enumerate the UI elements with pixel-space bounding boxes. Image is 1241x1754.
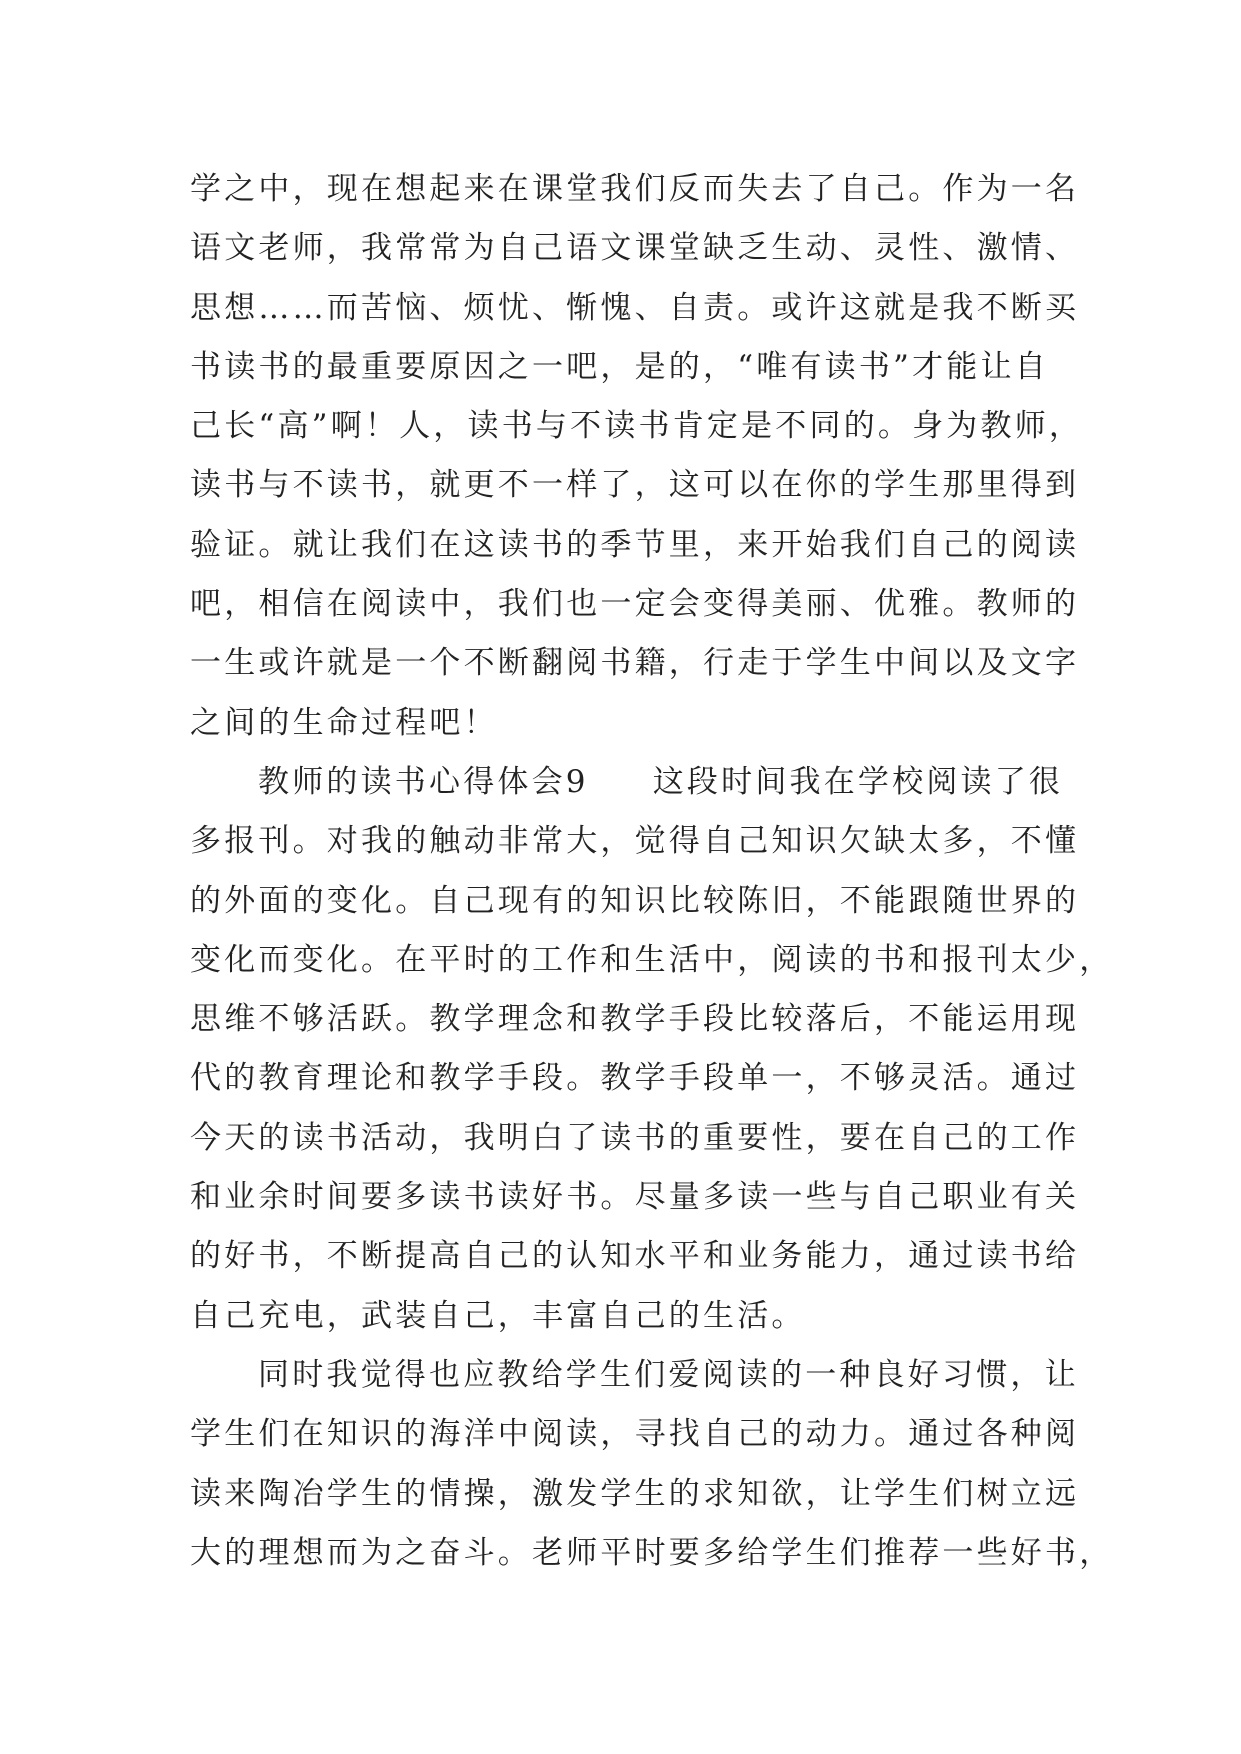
paragraph-line: 自己充电，武装自己，丰富自己的生活。	[190, 1297, 806, 1334]
paragraph-line: 己长“高”啊！人，读书与不读书肯定是不同的。身为教师，	[190, 408, 1084, 445]
body-text	[190, 160, 1114, 1583]
section-title: 教师的读书心得体会9	[258, 763, 589, 800]
paragraph-line: 大的理想而为之奋斗。老师平时要多给学生们推荐一些好书，	[190, 1534, 1114, 1571]
paragraph-line: 书读书的最重要原因之一吧，是的，“唯有读书”才能让自	[190, 348, 1049, 385]
paragraph-line: 和业余时间要多读书读好书。尽量多读一些与自己职业有关	[190, 1179, 1080, 1216]
paragraph-line: 验证。就让我们在这读书的季节里，来开始我们自己的阅读	[190, 526, 1080, 563]
paragraph-line: 学之中，现在想起来在课堂我们反而失去了自己。作为一名	[190, 171, 1080, 207]
section-heading-line	[190, 753, 1070, 812]
paragraph-line: 的外面的变化。自己现有的知识比较陈旧，不能跟随世界的	[190, 882, 1080, 919]
paragraph-line: 思想……而苦恼、烦忧、惭愧、自责。或许这就是我不断买	[190, 289, 1080, 326]
paragraph-line: 变化而变化。在平时的工作和生活中，阅读的书和报刊太少，	[190, 941, 1114, 978]
paragraph-line: 多报刊。对我的触动非常大，觉得自己知识欠缺太多，不懂	[190, 823, 1080, 860]
paragraph-line: 读书与不读书，就更不一样了，这可以在你的学生那里得到	[190, 467, 1080, 504]
paragraph-line: 学生们在知识的海洋中阅读，寻找自己的动力。通过各种阅	[190, 1416, 1080, 1453]
paragraph-line: 读来陶冶学生的情操，激发学生的求知欲，让学生们树立远	[190, 1475, 1080, 1512]
paragraph-line: 今天的读书活动，我明白了读书的重要性，要在自己的工作	[190, 1119, 1080, 1156]
paragraph-line: 之间的生命过程吧！	[190, 704, 498, 741]
section-first-line-text: 这段时间我在学校阅读了很	[652, 763, 1064, 800]
paragraph-line: 的好书，不断提高自己的认知水平和业务能力，通过读书给	[190, 1238, 1080, 1275]
paragraph-line: 吧，相信在阅读中，我们也一定会变得美丽、优雅。教师的	[190, 586, 1080, 623]
paragraph-line: 同时我觉得也应教给学生们爱阅读的一种良好习惯，让	[258, 1356, 1079, 1393]
paragraph-line: 语文老师，我常常为自己语文课堂缺乏生动、灵性、激情、	[190, 230, 1080, 267]
paragraph-line: 代的教育理论和教学手段。教学手段单一，不够灵活。通过	[190, 1060, 1080, 1097]
paragraph-line: 思维不够活跃。教学理念和教学手段比较落后，不能运用现	[190, 1001, 1080, 1038]
paragraph-line: 一生或许就是一个不断翻阅书籍，行走于学生中间以及文字	[190, 645, 1080, 682]
